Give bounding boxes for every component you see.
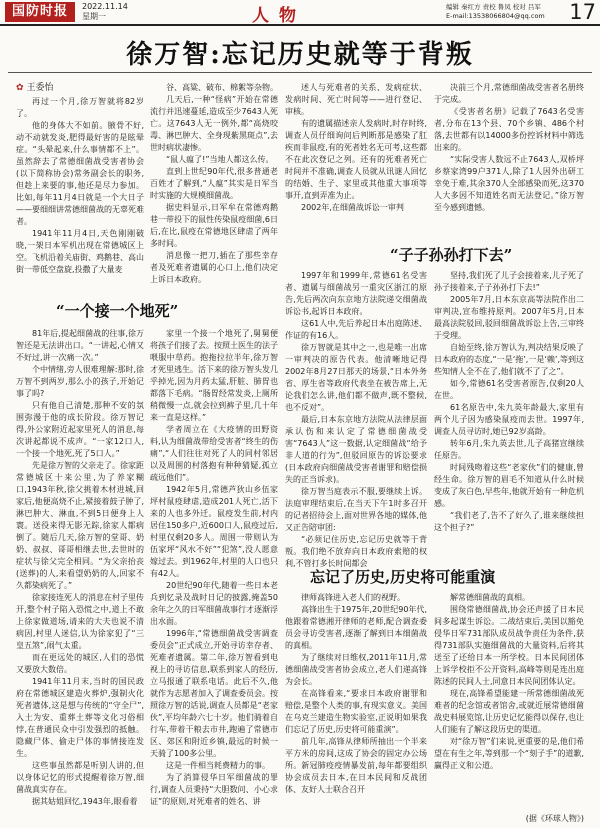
subhead-generations: “子子孙孙打下去” [390,246,513,264]
text-column-1 [16,96,144,292]
paragraph: 高锋出生于1975年,20世纪90年代,他跟着常德湘开律师的老师,配合调查委员会寻访受害者,逐渐了解到日本细菌战的真相。 [285,605,427,650]
paragraph: “我们老了,告不了好久了,谁来继续担这个担子?” [434,511,584,532]
section-title: 人物 [252,6,306,26]
issue-weekday: 星期一 [82,12,106,21]
paragraph: 81年后,提起细菌战的往事,徐万智还是无法讲出口。“一讲起,心情又不好过,讲一次痛一次。” [16,329,144,362]
paragraph: 如今,常德61名受害者原告,仅剩20人在世。 [434,379,584,400]
paragraph: 前几年,高锋从律师所抽出一个半来平方米的房间,这成了协会的固定办公场所。新冠肺疫疫情暴发前,每年都要组织协会成员去日本,在日本民间和反战团体、友好人士联合召开 [285,737,427,794]
paragraph: 只有他自己清楚,那种不安的氛围弥漫于他的成长阶段。徐万智记得,外公家附近起家里死人的消息,每次讲起都说不成声。“一家12口人,一个接一个地死,死了5口人。” [16,401,144,458]
paragraph: 他的身体大不如前。腋骨不好,动不动就发炎,肥得最好害的是眩晕症。“头晕起来,什么事情都不上”。虽然辞去了常德细菌战受害者协会(以下简称协会)常务副会长的职务,但趁上来要的事,他还是尽力参加。比如,每年11月4日就是一个大日子——要细细讲常德细菌战的无辜死难者。 [16,121,144,226]
paragraph: 围绕常德细菌战,协会还声援了日本民间多起谋生诉讼。二战结束后,美国以豁免侵华日军731部队成员战争责任为条件,获得731部队实施细菌战的大量资料,后将其送至了还给日本一所学校。日本民间团体上诉学校拒不公开资料,高峰等则是连出庭陈述的民间人士,同意日本民间团体认定。 [434,605,584,686]
paragraph: 这61人中,先后养起日本出庭陈述、作证的有16人。 [285,319,427,340]
article-headline: 徐万智:忘记历史就等于背叛 [126,40,474,70]
paragraph: 坚持,我们死了儿子会接着来,儿子死了孙子接着来,子子孙孙打下去!” [434,271,584,292]
paragraph: 律师高锋进入老人们的视野。 [301,593,405,602]
paragraph: 自始至终,徐万智认为,判决结果反映了日本政府的态度,“一是‘拖’,一是‘赖’,等到这些知情人全不在了,他们就不了了之”。 [434,343,584,376]
paragraph: 述人与死难者的关系、发病症状、发病时间、死亡时间等——进行登记、审核。 [285,83,427,116]
paragraph: 直到上世纪90年代,很多普通老百姓才了解到,“人瘟”其实是日军当时实施的大规模细菌战。 [150,167,278,200]
paragraph: 据史料显示,日军牟在常德鸡鹅巷一带投下的鼠性传染鼠疫细菌,6日后,在比,鼠疫在常德地区肆虐了两年多时间。 [150,203,278,248]
paragraph: 据其姑姐回忆,1943年,眼看着 [32,797,138,806]
source-note: (据《环球人物》) [525,814,584,823]
page-number: 17 [569,0,596,24]
paragraph: 为了继续对日维权,2011年11月,常德细菌战受害者协会成立,老人们递高锋为会长。 [285,653,427,686]
paragraph: 1997年和1999年,常德61名受害者、遗属与细菌战另一重灾区浙江的原告,先后两次向东京地方法院递交细菌战诉讼书,起诉日本政府。 [285,271,427,316]
text-column-2 [150,82,278,292]
paragraph: 在高锋看来,“要求日本政府谢罪和赔偿,是整个人类的事,有现实意义。美国在乌克兰建造生物实验室,正说明如果我们忘记了历史,历史将可能重演”。 [285,689,427,734]
paragraph: 谷、高粱、破布、棉絮等杂物。 [166,83,278,92]
paragraph: 解常德细菌战的真相。 [450,593,530,602]
editor-email: E-mail:13538066804@qq.com [446,12,545,20]
paragraph: 现在,高锋希望能建一所常德细菌战死难者的纪念馆或者馆舍,或就近展常德细菌战史料展览馆,让历史记忆能得以保存,也让人们能有了解这段历史的渠道。 [434,689,584,734]
paragraph: 再过一个月,徐万智就将82岁了。 [16,97,144,118]
paragraph: 1942年5月,常德芦狄山乡伍家坪村鼠疫肆虐,造成201人死亡,活下来的人也多外迁。鼠疫发生前,村内居住150多户,近600口人,鼠疫过后,村里仅剩20多人。周围一带则认为伍家坪“风水不好”“犯煞”,没人愿意嫁过去。到1962年,村里的人口也只有42人。 [150,485,278,578]
paragraph: 最后,日本东京地方法院从法律层面承认伤和来认定了常德细菌战受害“7643人”这一数据,认定细菌战“给予非人道的行为”,但驳回原告的诉讼要求(日本政府向细菌战受害者谢罪和赔偿损失的正当诉求)。 [285,415,427,484]
paragraph: 时间残吻着这些“老家伙”们的健康,曾经生命。徐万智的眉毛不知道从什么时候变成了灰白色,早些年,他就开始有一种危机感。 [434,463,584,508]
paragraph: 家里一个接一个地死了,舅舅便将孩子们接了去。按照土医生的法子喂服中草药。抱拖拉拉半年,徐万智才死里逃生。活下来的徐万智头发几乎掉光,因为月药太猛,肝脏、肺胃也都落下毛病。“肠胃经常发炎,上厕所稍微慢一点,就会拉到裤子里,几十年来一直是这样。” [150,329,278,422]
headline-rule [8,72,592,73]
paragraph: 徐万智当庭表示不服,要继续上诉。法庭审理结束后,在当天下午1时多召开的记者招待会上,面对世界各地的媒体,他又正告陪审团: [285,487,427,532]
paragraph: 1996年,“常德细菌战受害调查委员会”正式成立,开始寻访幸存者、死难者遗属。第二年,徐万智看到电视上的寻访信息,联系到家人的经历,立马报通了联系电话。此后不久,他就作为志愿者加入了调查委员会。按照徐万智的话说,调查人员都是“老家伙”,平均年龄六七十岁。他们骑着自行车,带着干粮去市井,跑遍了常德市区、郊区和附近乡镇,最远的时候一天骑了100多公里。 [150,629,278,758]
paragraph: 这是一件相当耗费精力的事。 [166,761,270,770]
paragraph: 有的遗属描述亲人发病时,时存时终,调查人员仔细询问后判断那是感染了肛疾而非鼠疫,有的死者姓名无可考,这些都不在此次登记之列。还有的死难者死亡时间并不准确,调查人员就从讯谜人回忆的结婚、生子、家里或其他重大事项等事开,直到弄准为止。 [285,119,427,200]
text-column-10 [434,592,584,804]
author-marker-icon: ✿ [16,83,24,93]
newspaper-logo: 国防时报 [5,2,75,22]
paragraph: 几天后,一种“怪病”开始在常德流行并迅速蔓延,造成至少7643人死亡。这7643人无一例外,都“高烧咬毒、淋巴肿大、全身现紫黑斑点”,去世时病状凄惨。 [150,95,278,152]
paragraph: 对“徐万智”们来说,更重要的是,他们希望在有生之年,等到那一个“刻子手”的道歉,赢得正义和公道。 [434,737,584,770]
text-column-9 [285,592,427,812]
paragraph: 61名原告中,朱九英年龄最大,家里有两个儿子因为感染鼠疫而去世。1997年,调查人员寻访时,她已92岁高龄。 [434,403,584,436]
text-column-7 [285,270,427,568]
text-column-6 [150,328,278,812]
byline [16,80,54,93]
paragraph: 徐万智就是其中之一,也是唯一出席一审判决的原告代表。他清晰地记得2002年8月27日那天的场景,“日本外务省、厚生省等政府代表坐在被告席上,无论我们怎么讲,他们都不做声,既不整候,也不反对”。 [285,343,427,412]
paragraph: 消息像一把刀,插在了那些幸存者及死难者遗属的心口上,他们决定上诉日本政府。 [150,251,278,284]
paragraph: “鼠人瘟了!”当地人都这么传。 [166,155,274,164]
paragraph: 这些事虽然都是听别人讲的,但以身体记忆的形式提醒着徐万智,细菌战真实存在。 [16,761,144,794]
editor-credits: 编辑 秦红方 责校 鲁凤 校对 吕军 [446,3,541,11]
paragraph: 1941年11月末,当时的国民政府在常德城区建造火葬炉,强制火化死者遗体,这是想与传统的“守全尸”,入土为安、重葬土葬等文化习俗相悖,在普通民众中引发强烈的抵触。隐藏尸体、偷走尸体的事情接连发生。 [16,677,144,758]
subhead-one-by-one: “一个接一个地死” [56,302,179,320]
paragraph: 2005年7月,日本东京高等法院作出二审判决,宣布维持原判。2007年5月,日本最高法院驳回,驳回细菌战诉讼上告,三审终于受理。 [434,295,584,340]
paragraph: 徐家接连死人的消息在村子里传开,整个村子陷入恐慌之中,道上不敢上徐家做道场,请来的大夫也说不清病因,村里人迷信,认为徐家犯了“三皇五煞”,闹气太重。 [16,593,144,650]
text-column-5 [16,328,144,812]
issue-date: 2022.11.14 [82,2,128,11]
paragraph: 20世纪90年代,随着一些日本老兵到忆录及战时日记的披露,掩盖50余年之久的日军细菌战事行才逐渐浮出水面。 [150,581,278,626]
paragraph: 《受害者名册》记载了7643名受害者,分布在13个县、70个乡镇、486个村落,去世都有以14000多份控诉材料中筛选出来的。 [434,107,584,152]
paragraph: 而在更远处的城区,人们的恐慌又要放大数倍。 [16,653,144,674]
masthead [0,0,600,26]
paragraph: 2002年,在细菌战诉讼一审判 [301,203,404,212]
paragraph: 为了消算侵华日军细菌战的罪行,调查人员秉持“大胆数问、小心求证”的原则,对死难者的姓名、讲 [150,773,278,806]
paragraph: “实际受害人数远不止7643人,双桥坪乡蔡家湾99户371人,除了1人因外出研工幸免于难,其余370人全部感染而死,这370人大多因不知道姓名而无法登记。”徐万智至今感到遗憾。 [434,155,584,212]
subhead-history-repeats: 忘记了历史,历史将可能重演 [310,568,496,586]
author-name: 王委怡 [26,83,54,93]
paragraph: 个中情绪,旁人很难理解:那时,徐万智不到两岁,那么小的孩子,开始记事了吗? [16,365,144,398]
paragraph: 决前三个月,常德细菌战受害者名册终于完成。 [434,83,584,104]
paragraph: 先是徐万智的父亲走了。徐家距常德城区十来公里,为了养家糊口,1943年秋,徐父挑着木材进城,回家后,他便高烧不止,紧接着鼓子肿了,淋巴肿大、淋血,不到5日便身上人寰。送役来得无影无踪,徐家人都病倒了。随后几天,徐万智的堂哥、奶奶、叔叔、哥哥相继去世,去世时的症状与徐父完全相同。“为父亲抬丧(送葬)的人,来看望奶奶的人,回家不久都染病死了。” [16,461,144,590]
paragraph: “必须记住历史,忘记历史就等于背叛。我们绝不放弃向日本政府索赔的权利,不管打多长时间都会 [285,535,427,568]
paragraph: 学者周立在《大疫情的田野资料,认为细菌战带给受害者“终生的伤痛”,“人们往往对死了人的同村邻居以及周围的村落抱有种种猜疑,孤立疏远他们”。 [150,425,278,482]
paragraph: 1941年11月4日,天色刚刚破晓,一架日本军机出现在常德城区上空。飞机沿着关庙街、鸡鹅巷、高山街一带低空盘旋,投撒了大量麦 [16,229,144,274]
paragraph: 转年6月,朱九英去世,儿子高猪宣继续任原告。 [434,439,584,460]
text-column-8 [434,270,584,560]
